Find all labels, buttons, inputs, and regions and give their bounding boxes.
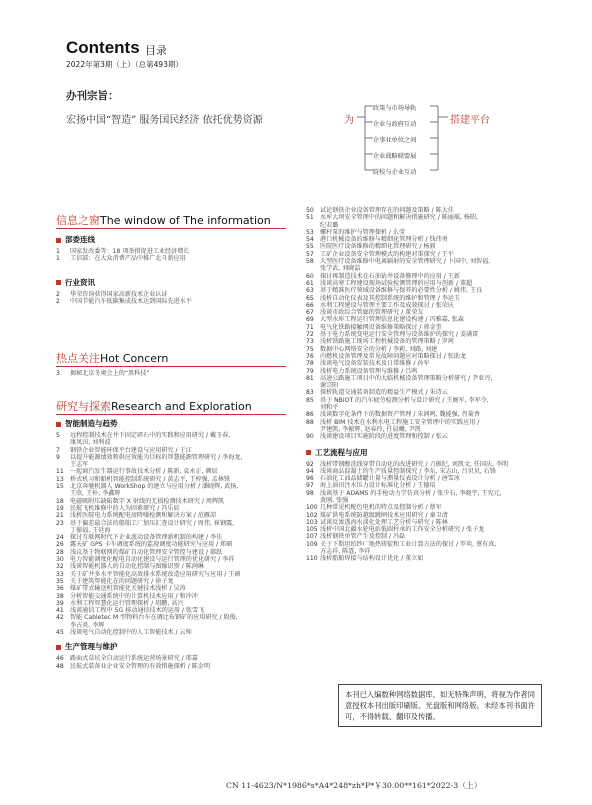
toc-page-number: 79 [306, 367, 314, 375]
toc-page-number: 78 [306, 360, 314, 368]
toc-entry-title: 浅谈智能机器人的自动化控制与图像识别 / 陈润琳 [70, 563, 204, 571]
toc-page-number: 35 [56, 577, 64, 585]
toc-entry-title: 关于矿井多水平智能化高效排水系统改造应用研究与应用 / 王硕 [70, 570, 241, 578]
toc-entry-title: 螺杆泵的维护与管理探析 / 么莹 [320, 228, 406, 236]
toc-page-number: 54 [306, 236, 314, 244]
section-heading-cn: 热点关注 [56, 352, 100, 365]
purpose-statement: 宏扬中国“智造” 服务国民经济 依托优势资源 [66, 115, 263, 126]
contents-title: Contents [66, 38, 140, 57]
subsection-title: 部委连线 [65, 235, 95, 244]
toc-page-number: 81 [306, 374, 314, 382]
toc-entry[interactable] [56, 571, 296, 578]
branch-bracket [355, 100, 375, 180]
toc-entry-title: 浅析 BIM 技术在水利水电工程施工安全管理中的实践应用 / [320, 418, 480, 426]
toc-entry-title: 一起商汽发生器运行事故技术分析 / 陈新, 袁永正, 颜辰 [70, 468, 218, 476]
toc-entry-title: 民航式装备业企业安全管理的有效措施探析 / 陈金明 [70, 662, 210, 670]
toc-entry[interactable] [306, 243, 554, 250]
toc-page-number: 3 [56, 370, 60, 377]
subsection-title: 工艺流程与应用 [315, 447, 368, 457]
toc-entry-title: 中国节能汽车低碳集成技术达到国际先进水平 [70, 297, 192, 305]
toc-entry-title: 浅析自动化仪表及其控制系统的维护和管理 / 李运玉 [320, 294, 460, 302]
toc-entry-title: 揭秘北京冬奥会上的“黑科技” [70, 370, 150, 377]
toc-entry-title: 丁振福, 王廷海 [70, 526, 111, 534]
copyright-notice: 本刊已入编数种网络数据库，如无特殊声明，将视为作者同意授权本刊出版印刷版、光盘版和网络版。未经本刊书面许可，不得转载、翻印及传播。 [338, 684, 542, 727]
toc-entry[interactable] [56, 663, 296, 670]
toc-entry-title: 试谈反渗透海水淡化处理工艺分析与研究 / 陈林 [320, 518, 448, 526]
toc-entry[interactable] [306, 258, 554, 273]
toc-page-number: 15 [56, 483, 64, 491]
toc-entry[interactable] [56, 498, 296, 505]
toc-entry[interactable] [56, 614, 296, 629]
toc-page-number: 65 [306, 294, 314, 302]
toc-page-number: 7 [56, 446, 60, 454]
toc-entry[interactable] [56, 370, 291, 377]
section-rule [56, 228, 286, 229]
toc-page-number: 23 [56, 519, 64, 527]
toc-page-number: 63 [306, 287, 314, 295]
toc-page-number: 58 [306, 258, 314, 266]
toc-entry-title: 浅谈基于 ADAMS 的手枪动力学仿真分析 / 张少石, 李晓宇, 王宪元, [320, 489, 502, 497]
toc-page-number: 75 [306, 345, 314, 353]
toc-entry-title: 浅析电力系统设备管理与维修 / 吕鸣 [320, 367, 418, 375]
toc-page-number: 60 [306, 272, 314, 280]
toc-entry[interactable] [306, 468, 554, 475]
toc-entry[interactable] [306, 295, 554, 302]
section-content [56, 418, 296, 670]
toc-entry-title: 浅谈电气自动化控制中的人工智能技术 / 云帅 [70, 629, 192, 637]
toc-page-number: 50 [306, 207, 314, 214]
toc-page-number: 83 [306, 389, 314, 397]
purpose-branch: 企事业单位之间 [373, 137, 417, 144]
toc-page-number: 97 [306, 482, 314, 490]
toc-entry[interactable] [306, 512, 554, 519]
toc-page-number: 48 [56, 662, 64, 670]
toc-page-number: 98 [306, 489, 314, 497]
toc-entry-title: 尹建凯, 李振辉, 赵春玲, 任晨曦, 尹凯 [320, 425, 421, 433]
section-heading [56, 398, 252, 414]
toc-entry[interactable] [56, 593, 296, 600]
toc-page-number: 5 [56, 432, 60, 439]
toc-entry-title: 基于精准医疗领域设备维修与保养的必要性分析 / 姚伟, 王良 [320, 287, 483, 295]
toc-entry-title: 大型医疗设备维修中电离辐射的安全管理研究 / 卜国中, 刘智福, [320, 258, 491, 266]
toc-entry[interactable] [306, 555, 554, 562]
toc-page-number: 33 [56, 570, 64, 578]
section-heading-en: Hot Concern [100, 352, 169, 365]
toc-entry[interactable] [56, 255, 291, 262]
toc-entry[interactable] [56, 291, 291, 298]
toc-page-number: 13 [56, 475, 64, 483]
toc-entry-title: 几种常见机配色电机的特点及控制分析 / 蔡军 [320, 504, 442, 512]
bullet-square-icon [56, 238, 61, 243]
toc-page-number: 26 [56, 541, 64, 549]
bullet-square-icon [56, 645, 61, 650]
section-heading-cn: 研究与探索 [56, 400, 111, 413]
toc-page-number: 67 [306, 309, 314, 317]
toc-page-number: 2 [56, 290, 60, 298]
toc-entry-title: 李占炎, 李辉 [70, 621, 105, 629]
toc-entry-title: 探析轨道交通装备制造的精益生产模式 / 朱诗云 [320, 389, 448, 397]
toc-page-number: 41 [56, 607, 64, 615]
toc-page-number: 107 [306, 533, 318, 541]
toc-entry-title: 智能 Cabletec M 型物料台车在调比布钢矿的应用研究 / 殷俊, [70, 614, 238, 622]
section-heading-en: The window of The information [100, 214, 271, 227]
subsection-heading [56, 418, 296, 429]
toc-entry[interactable] [306, 273, 554, 280]
toc-entry[interactable] [56, 655, 296, 662]
toc-entry-title: 路面式草坑全自动运行系统运营场景研究 / 邢嘉 [70, 655, 198, 663]
toc-entry-title: 远程控制技术在井下固定碎石中的实践和应用研究 / 戴玉春, [70, 432, 231, 439]
toc-page-number: 96 [306, 475, 314, 483]
subsection-title: 生产管理与维护 [65, 642, 118, 652]
toc-entry-title: 基于偏差最合法的船舶工厂加压汇查设计研究 / 周伟, 崔钢震, [70, 519, 235, 527]
toc-entry-title: 王志军 [70, 461, 89, 469]
toc-entry-title: 大型水库工程运行管理信息化建设构建 / 冯雅嘉, 张森 [320, 316, 464, 324]
toc-entry-title: 工矿企业设备安全管理模式的构建对策探究 / 王平 [320, 250, 454, 258]
toc-entry-title: 浅谈电气设备安装技术及日常维修 / 孙军 [320, 360, 430, 368]
toc-page-number: 21 [56, 512, 64, 520]
toc-page-number: 2 [56, 297, 60, 305]
toc-entry-title: 探讨再制造技术在石油钻井设备修理中的应用 / 王新 [320, 272, 460, 280]
toc-page-number: 45 [56, 629, 64, 637]
toc-entry-title: 石油化工油品储罐计量与测量仪表设计分析 / 唐雪冰 [320, 475, 460, 483]
toc-entry-title: 关于建筑智能化在的问题研究 / 徐子龙 [70, 577, 174, 585]
toc-entry-title: 浅谈高寒工程建设现场试验检测管理的应用与创新 / 董超 [320, 279, 473, 287]
toc-page-number: 57 [306, 250, 314, 258]
toc-page-number: 90 [306, 433, 314, 441]
toc-page-number: 55 [306, 243, 314, 251]
toc-entry[interactable] [56, 447, 296, 454]
toc-entry[interactable] [56, 563, 296, 570]
toc-entry[interactable] [56, 585, 296, 592]
toc-entry[interactable] [306, 397, 554, 412]
toc-entry-title: 水利工程智慧化运行管理探析 / 胡鹏, 高兴 [70, 599, 184, 607]
toc-entry-title: 工信部：在大众消费产品中推广北斗新应用 [70, 255, 186, 263]
section-content [56, 370, 291, 377]
bullet-square-icon [306, 450, 311, 455]
toc-entry-title: 康凤田, 刘利波 [70, 439, 111, 447]
toc-entry-title: 张学武, 刘晓喆 [320, 265, 361, 273]
toc-entry-title: 黄刚, 张强 [320, 496, 349, 504]
toc-entry-title: 基于电力系统变电运行安全管理与设备维护的探究 / 姜满雷 [320, 331, 479, 339]
toc-page-number: 85 [306, 396, 314, 404]
toc-entry-title: 水利工程建设与管理主要工作及成效探讨 / 张荣庆 [320, 301, 454, 309]
toc-page-number: 32 [56, 563, 64, 571]
section-heading-cn: 信息之窗 [56, 214, 100, 227]
toc-entry-title: 刘和平 [320, 404, 339, 412]
purpose-result: 搭建平台 [450, 115, 490, 126]
toc-entry-title: 港口机械设备的维修与精细化管理分析 / 钱伟勇 [320, 236, 448, 244]
toc-page-number: 24 [56, 534, 64, 542]
toc-entry[interactable] [56, 541, 296, 548]
toc-page-number: 102 [306, 511, 318, 519]
toc-entry[interactable] [56, 476, 296, 483]
toc-entry[interactable] [306, 482, 554, 489]
toc-page-number: 88 [306, 418, 314, 426]
toc-entry[interactable] [306, 346, 554, 353]
toc-entry-title: 民航飞机维修中的人为因素研究 / 冯乐辰 [70, 504, 180, 512]
toc-page-number: 61 [306, 279, 314, 287]
toc-entry-title: 华荣咨询获得国家高新技术企业认证 [70, 290, 168, 298]
toc-entry-title: 医院医疗设备维修的精细化管理研究 / 杨毅 [320, 243, 436, 251]
toc-entry[interactable] [306, 360, 554, 367]
toc-entry[interactable] [306, 375, 554, 390]
toc-entry[interactable] [306, 338, 554, 345]
toc-page-number: 73 [306, 338, 314, 346]
toc-entry[interactable] [306, 533, 554, 540]
bullet-square-icon [56, 280, 61, 285]
section-rule [56, 414, 286, 415]
toc-entry[interactable] [306, 324, 554, 331]
toc-page-number: 86 [306, 411, 314, 419]
toc-page-number: 72 [306, 331, 314, 339]
purpose-branch: 政策与市场导轨 [373, 105, 417, 112]
toc-entry-title: 电磁吸附压缺陷数字 X 射线的无损检测技术研究 / 周辉凯 [70, 497, 225, 505]
toc-entry-title: 煤矿供电系统防越级跳闸技术应用研究 / 秦卫清 [320, 511, 448, 519]
toc-page-number: 69 [306, 316, 314, 324]
section-heading [56, 212, 271, 228]
subsection-heading [56, 641, 296, 652]
toc-page-number: 109 [306, 540, 318, 548]
toc-entry-title: 煤矿带式输送机智能化关键技术浅析 / 吴涛 [70, 585, 186, 593]
issue-number: 2022年第3期（上）（总第493期） [66, 60, 183, 69]
toc-entry[interactable] [56, 483, 296, 498]
toc-page-number: 76 [306, 352, 314, 360]
section-heading [56, 350, 168, 366]
toc-entry-title: 浅析带钢酸洗线穿带自动化的改进研究 / 刀振纪, 刘凯文, 任国庆, 李明 [320, 460, 509, 468]
toc-entry-title: 浅析船舶焊接与结构设计优化 / 董立如 [320, 555, 424, 563]
toc-entry-title: 浅谈商品混凝土的生产质量控制探究 / 李东, 宋志山, 吕贝贝, 石锋 [320, 467, 496, 475]
toc-page-number: 19 [56, 504, 64, 512]
toc-entry-title: 浅析钢铁单管产生及控制 / 冯磊 [320, 533, 406, 541]
toc-entry[interactable] [306, 433, 554, 440]
toc-page-number: 66 [306, 301, 314, 309]
toc-entry-title: 谢宗阳 [320, 382, 339, 390]
section-rule [56, 366, 286, 367]
toc-entry-title: 电气化铁路接触网设备维修策略探讨 / 郭金奎 [320, 323, 442, 331]
toc-page-number: 103 [306, 518, 318, 526]
toc-page-number: 53 [306, 228, 314, 236]
toc-page-number: 11 [56, 468, 64, 476]
toc-entry[interactable] [56, 520, 296, 535]
toc-entry[interactable] [306, 419, 554, 434]
subsection-heading [56, 234, 291, 245]
toc-entry[interactable] [56, 512, 296, 519]
toc-entry[interactable] [306, 504, 554, 511]
toc-entry-title: 方志祥, 陈霆, 李祥 [320, 548, 371, 556]
toc-page-number: 46 [56, 655, 64, 663]
toc-entry-title: 浅谈数字化条件下的数据资产管理 / 朱润鸣, 魏能强, 肖菊香 [320, 411, 480, 419]
toc-page-number: 38 [56, 592, 64, 600]
toc-page-number: 1 [56, 255, 60, 263]
toc-page-number: 100 [306, 504, 318, 512]
toc-entry[interactable] [56, 454, 296, 469]
toc-entry-title: 露天矿 GPS 卡车调度系统的监视调度功能研究与应用 / 郑硕 [70, 541, 233, 549]
toc-entry-title: 浅析铁路施工现场工程机械设备的管理策略 / 罗珂 [320, 338, 454, 346]
subsection-heading [56, 277, 291, 288]
toc-page-number: 105 [306, 526, 318, 534]
toc-entry-title: 浅谈建设项目实施阶段的进度管理和控制 / 张云 [320, 433, 448, 441]
purpose-connector: 为 [344, 115, 354, 126]
toc-entry-title: 基于 NBIOT 的汽车疲劳检测分析与设计研究 / 王婉军, 李军令, [320, 396, 489, 404]
right-column [306, 207, 554, 563]
section-heading-en: Research and Exploration [111, 400, 252, 413]
toc-entry-title: 数据中心网络安全的分析 / 李莉, 刘路, 刘建 [320, 345, 438, 353]
section-content [56, 234, 291, 305]
bullet-square-icon [56, 422, 61, 427]
toc-entry[interactable] [56, 298, 291, 305]
toc-page-number: 94 [306, 467, 314, 475]
toc-entry-title: 浅议基于物联网的煤矿自动化管理安全管控与建设 / 郝跃 [70, 548, 223, 556]
toc-entry-title: 浅谈市政综合管廊的管理研究 / 董荣友 [320, 309, 424, 317]
toc-page-number: 18 [56, 497, 64, 505]
subsection-heading [306, 447, 554, 458]
toc-entry[interactable] [306, 490, 554, 505]
toc-entry-title: 分析智能交通系统中的计算机技术应用 / 和冲冲 [70, 592, 198, 600]
toc-page-number: 36 [56, 585, 64, 593]
purpose-label: 办刊宗旨： [66, 90, 119, 102]
toc-entry[interactable] [56, 432, 296, 447]
toc-page-number: 28 [56, 548, 64, 556]
toc-entry-title: 浅析医院电力系统配电房降噪检测和解决方案 / 范雁凉 [70, 512, 217, 520]
toc-entry-title: 电力智能调度化配电自动化建设与运行管理的优化研究 / 李祥 [70, 556, 235, 564]
toc-entry[interactable] [306, 389, 554, 396]
toc-page-number: 42 [56, 614, 64, 622]
subsection-title: 智能制造与趋势 [65, 419, 118, 428]
toc-entry[interactable] [56, 468, 296, 475]
toc-entry-title: 以提升能源绩效和供应效能为目标的智慧能源管理研究 / 李海龙, [70, 453, 243, 461]
toc-entry-title: 水库大坝安全管理中的问题和解决措施研究 / 陈丽瑶, 杨昭, [320, 214, 478, 222]
toc-entry-title: 钢铁企业智能环保平台建设与应用研究 / 于江 [70, 446, 192, 454]
toc-entry[interactable] [306, 368, 554, 375]
toc-page-number: 51 [306, 214, 314, 222]
toc-entry-title: 北京奔驰机器人 WorkShop 的建立与应用分析 / 潘晓辉, 武扬, [70, 483, 239, 491]
toc-entry-title: 王欣, 王朴, 李鑫辉 [70, 490, 121, 498]
purpose-branch: 企业战略联盟展 [373, 153, 417, 160]
contents-title-cn: 目录 [145, 44, 167, 57]
purpose-branch: 企业与政府互动 [373, 121, 417, 128]
toc-entry[interactable] [306, 411, 554, 418]
toc-page-number: 30 [56, 556, 64, 564]
toc-entry[interactable] [306, 316, 554, 323]
footer-catalog: CN 11-4623/N*1986*s*A4*248*zh*P*￥30.00**161*2022-3（上） [226, 781, 482, 790]
toc-entry-title: 桥式机习和船机智能控制系统研究 / 黄志平, 王梓强, 孟林锋 [70, 475, 230, 483]
result-bracket [428, 100, 450, 180]
toc-entry[interactable] [56, 549, 296, 556]
toc-entry-title: 国家发改委等：18 项举措促进工业经济增长 [70, 248, 190, 255]
toc-page-number: 39 [56, 599, 64, 607]
toc-page-number: 9 [56, 453, 60, 461]
toc-page-number: 71 [306, 323, 314, 331]
toc-entry-title: 海上油田注水压力设计标准化分析 / 王德培 [320, 482, 436, 490]
toc-entry-title: 纪若璐 [320, 221, 339, 229]
toc-entry-title: 探讨互联网时代下企业流动设备管理新机制的构建 / 李佳 [70, 534, 223, 542]
purpose-branch: 院校与企业互动 [373, 169, 417, 176]
toc-entry[interactable] [306, 251, 554, 258]
toc-page-number: 1 [56, 248, 60, 255]
toc-entry-title: 内燃机设备管理及常见故障问题应对策略探讨 / 张助龙 [320, 352, 467, 360]
toc-page-number: 92 [306, 460, 314, 468]
toc-page-number: 110 [306, 555, 318, 563]
toc-entry-title: 浅谈通信工程中 5G 移动通信技术的运用 / 张雪飞 [70, 607, 205, 615]
subsection-title: 行业资讯 [65, 277, 95, 287]
toc-entry[interactable] [306, 461, 554, 468]
toc-entry[interactable] [56, 629, 296, 636]
toc-entry[interactable] [306, 214, 554, 229]
toc-entry-title: 试论钢铁企业设备管理存在的问题及策略 / 陈大佳 [320, 207, 454, 214]
toc-entry[interactable] [306, 287, 554, 294]
toc-entry-title: 高速公路施工项目中的大临机械设备管理策略分析研究 / 尹亚丹, [320, 374, 493, 382]
toc-entry-title: 关于下斯坦纺纱厂地热铸锭和工业计算方法的探讨 / 罗奕, 蔡有真, [320, 540, 497, 548]
toc-entry[interactable] [306, 541, 554, 556]
toc-entry-title: 浅析中国北疆水轮电站低圆柱承的工作安全分析研究 / 张子龙 [320, 526, 485, 534]
